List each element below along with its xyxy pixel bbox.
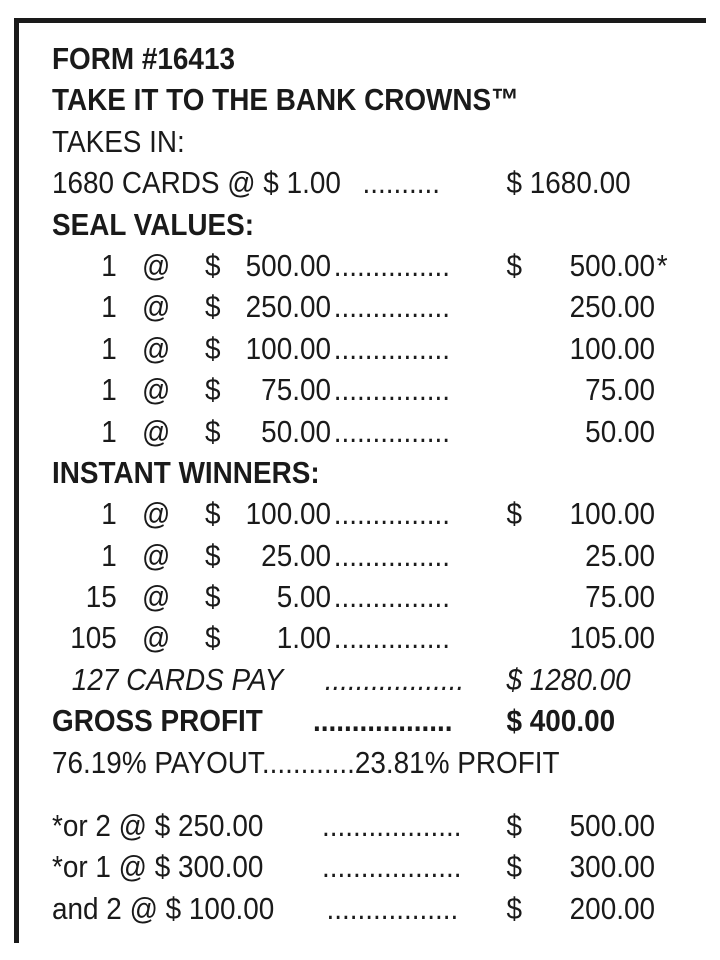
- instant-amount: 1.00: [276, 620, 331, 656]
- takes-in-row: [52, 162, 673, 203]
- seal-qty: 1: [101, 289, 117, 325]
- instant-total: 25.00: [585, 537, 655, 573]
- seal-amount: 100.00: [245, 330, 331, 366]
- cards-pay-row: [52, 659, 673, 700]
- dollar-symbol: $: [205, 496, 221, 532]
- total-dollar: $: [506, 247, 523, 283]
- leader-dots: .................: [326, 890, 459, 926]
- alternative-row: [52, 846, 673, 887]
- seal-amount: 500.00: [245, 247, 331, 283]
- leader-dots: ...............: [333, 372, 450, 408]
- leader-dots: ...............: [333, 413, 450, 449]
- at-symbol: @: [142, 289, 171, 325]
- leader-dots: ..................: [322, 849, 462, 885]
- seal-row: [52, 286, 673, 327]
- at-symbol: @: [142, 537, 171, 573]
- form-number: FORM #16413: [52, 41, 235, 76]
- at-symbol: @: [142, 579, 171, 615]
- instant-total: 100.00: [569, 496, 655, 532]
- leader-dots: ..................: [322, 808, 462, 844]
- alternative-total: 500.00: [569, 808, 655, 844]
- seal-values-label: SEAL VALUES:: [52, 206, 255, 242]
- total-dollar: $: [506, 808, 523, 844]
- seal-total: 50.00: [585, 413, 655, 449]
- instant-total: 75.00: [585, 579, 655, 615]
- takes-in-total: $ 1680.00: [506, 165, 631, 201]
- instant-row: [52, 493, 673, 534]
- at-symbol: @: [142, 247, 171, 283]
- seal-total: 250.00: [569, 289, 655, 325]
- instant-qty: 1: [101, 496, 117, 532]
- at-symbol: @: [142, 330, 171, 366]
- seal-row: [52, 328, 673, 369]
- seal-amount: 250.00: [245, 289, 331, 325]
- flare-sheet: [52, 38, 672, 929]
- seal-amount: 75.00: [261, 372, 331, 408]
- instant-total: 105.00: [569, 620, 655, 656]
- instant-row: [52, 617, 673, 658]
- instant-amount: 25.00: [261, 537, 331, 573]
- dollar-symbol: $: [205, 289, 221, 325]
- gross-profit-label: GROSS PROFIT: [52, 703, 263, 739]
- seal-qty: 1: [101, 330, 117, 366]
- dollar-symbol: $: [205, 372, 221, 408]
- dollar-symbol: $: [205, 247, 221, 283]
- frame-left-border: [14, 18, 19, 943]
- seal-total: 100.00: [569, 330, 655, 366]
- seal-total: 75.00: [585, 372, 655, 408]
- takes-in-label: TAKES IN:: [52, 123, 185, 159]
- total-dollar: $: [506, 849, 523, 885]
- dollar-symbol: $: [205, 537, 221, 573]
- spacer: [52, 783, 672, 805]
- leader-dots: ...............: [333, 496, 450, 532]
- cards-pay-total: $ 1280.00: [506, 661, 631, 697]
- at-symbol: @: [142, 620, 171, 656]
- leader-dots: ...............: [333, 620, 450, 656]
- dollar-symbol: $: [205, 330, 221, 366]
- alternative-row: [52, 888, 673, 929]
- takes-in-dots: ..........: [362, 165, 441, 201]
- seal-qty: 1: [101, 247, 117, 283]
- seal-row: [52, 369, 673, 410]
- instant-row: [52, 535, 673, 576]
- alternative-text: and 2 @ $ 100.00: [52, 890, 275, 926]
- seal-qty: 1: [101, 372, 117, 408]
- seal-total: 500.00: [569, 247, 655, 283]
- takes-in-line: 1680 CARDS @ $ 1.00: [52, 165, 341, 201]
- at-symbol: @: [142, 372, 171, 408]
- instant-winners-label: INSTANT WINNERS:: [52, 454, 320, 490]
- dollar-symbol: $: [205, 413, 221, 449]
- asterisk-mark: *: [656, 247, 668, 283]
- leader-dots: ...............: [333, 579, 450, 615]
- frame-top-border: [14, 18, 706, 23]
- seal-amount: 50.00: [261, 413, 331, 449]
- alternative-total: 300.00: [569, 849, 655, 885]
- game-name: TAKE IT TO THE BANK CROWNS™: [52, 82, 520, 118]
- instant-amount: 5.00: [276, 579, 331, 615]
- cards-pay-label: 127 CARDS PAY: [71, 661, 284, 697]
- leader-dots: ...............: [333, 289, 450, 325]
- alternative-row: [52, 805, 673, 846]
- instant-qty: 15: [85, 579, 117, 615]
- payout-line: 76.19% PAYOUT............23.81% PROFIT: [52, 744, 560, 780]
- leader-dots: ...............: [333, 537, 450, 573]
- gross-profit-dots: ..................: [313, 703, 453, 739]
- alternative-text: *or 2 @ $ 250.00: [52, 808, 264, 844]
- alternative-text: *or 1 @ $ 300.00: [52, 849, 264, 885]
- total-dollar: $: [506, 496, 523, 532]
- dollar-symbol: $: [205, 579, 221, 615]
- dollar-symbol: $: [205, 620, 221, 656]
- cards-pay-dots: ..................: [324, 661, 465, 697]
- leader-dots: ...............: [333, 330, 450, 366]
- instant-qty: 105: [70, 620, 117, 656]
- instant-amount: 100.00: [245, 496, 331, 532]
- seal-row: [52, 245, 673, 286]
- total-dollar: $: [506, 890, 523, 926]
- leader-dots: ...............: [333, 247, 450, 283]
- gross-profit-total: $ 400.00: [506, 703, 616, 739]
- at-symbol: @: [142, 496, 171, 532]
- instant-qty: 1: [101, 537, 117, 573]
- seal-row: [52, 411, 673, 452]
- at-symbol: @: [142, 413, 171, 449]
- seal-qty: 1: [101, 413, 117, 449]
- alternative-total: 200.00: [569, 890, 655, 926]
- gross-profit-row: [52, 700, 673, 741]
- instant-row: [52, 576, 673, 617]
